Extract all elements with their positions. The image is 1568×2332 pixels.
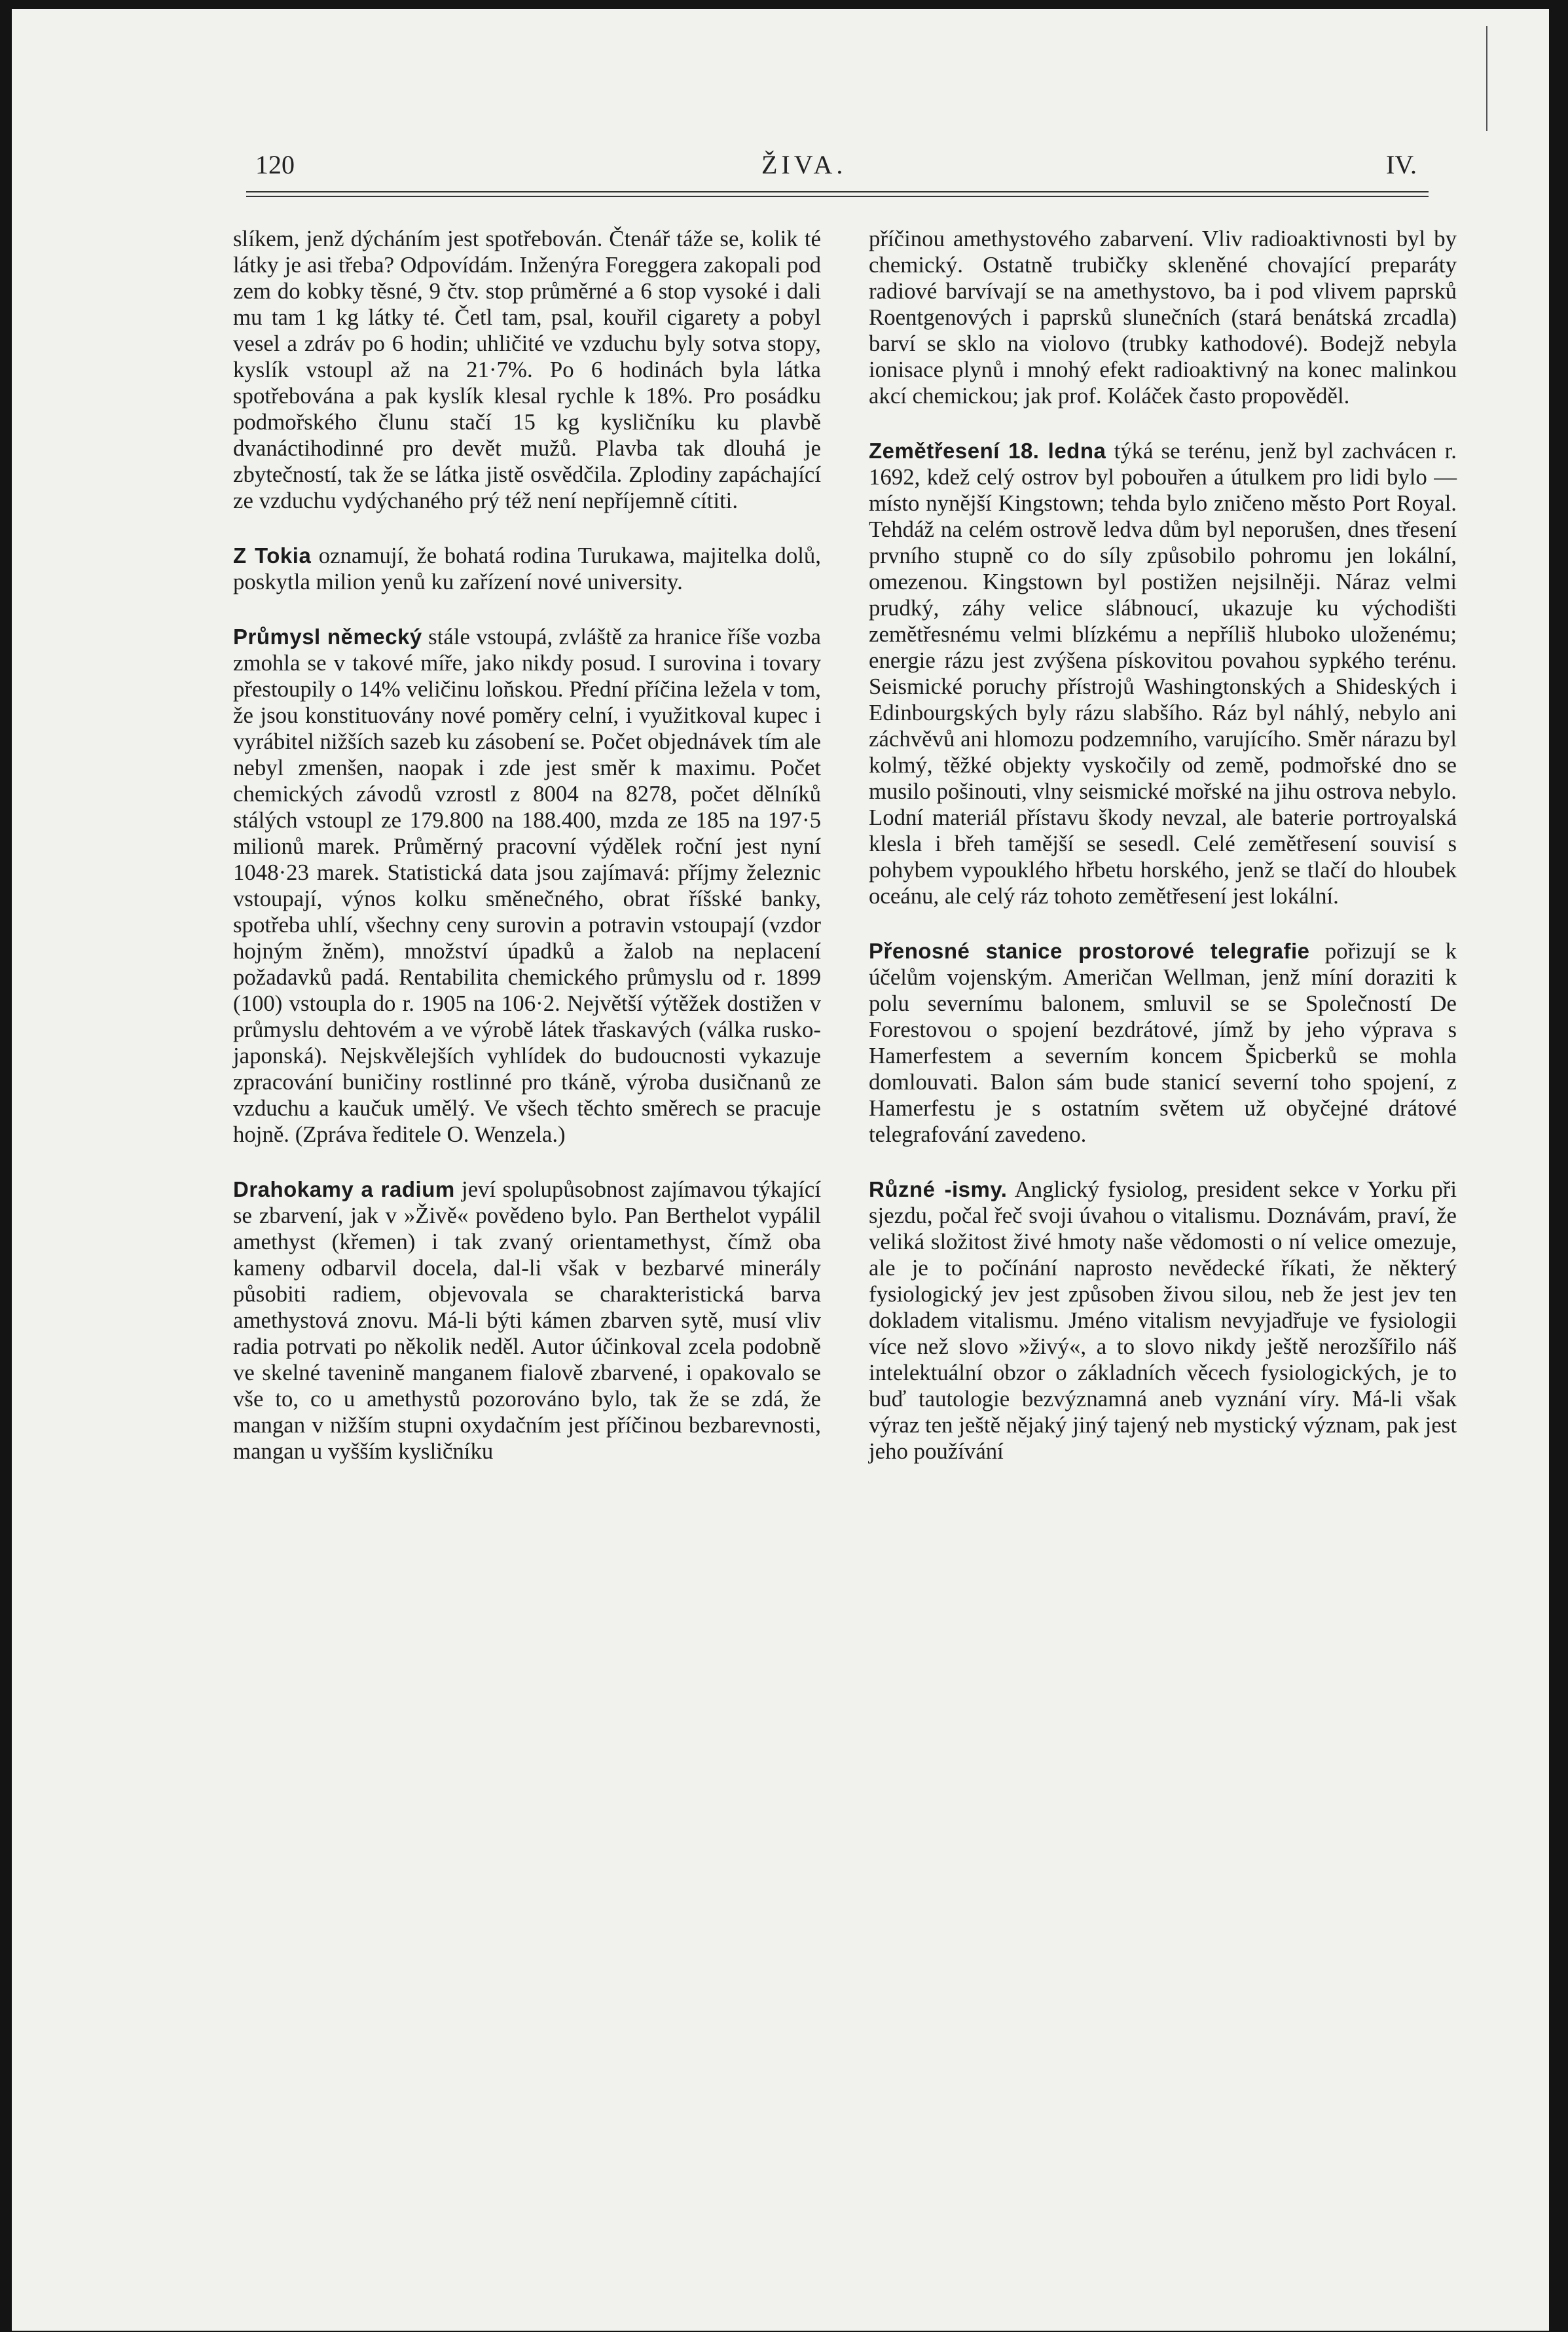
volume-number: IV. bbox=[1385, 150, 1417, 179]
heading-tokio: Z Tokia bbox=[233, 543, 312, 568]
text-drahokamy: jeví spolupůsobnost zajímavou týkající se zbarvení, jak v »Živě« povědeno bylo. Pan Berthelot vypálil amethyst (křemen) i tak zvaný orientamethyst, čímž oba kameny odbarvil docela, dal-li však v bezbarvé minerály působiti radiem, objevovala se charakteristická barva amethystová znovu. Má-li býti kámen zbarven sytě, musí vliv radia potrvati po několik neděl. Autor účinkoval zcela podobně ve skelné tavenině manganem fialově zbarvené, i opakovalo se vše to, co u amethystů pozorováno bylo, tak že se zdá, že mangan v nižším stupni oxydačním jest příčinou bezbarevnosti, mangan u vyšším kysličníku bbox=[233, 1176, 821, 1464]
paragraph-drahokamy bbox=[233, 1176, 821, 1465]
text-zemetreseni: týká se terénu, jenž byl zachvácen r. 1692, kdež celý ostrov byl pobouřen a útulkem pro lidi bylo — místo nynější Kingstown; tehda bylo zničeno město Port Royal. Tehdáž na celém ostrově ledva dům byl neporušen, dnes třesení prvního stupně co do síly způsobilo pohromu jen lokální, omezenou. Kingstown byl postižen nejsilněji. Náraz velmi prudký, záhy velice slábnoucí, ukazuje ku východišti zemětřesnému velmi blízkému a nepříliš hluboko uloženému; energie rázu jest zvýšena pískovitou povahou sypkého terénu. Seismické poruchy přístrojů Washingtonských a Shideských i Edinbourgských byly rázu slabšího. Ráz byl náhlý, nebylo ani záchvěvů ani hlomozu podzemního, varujícího. Směr nárazu byl kolmý, těžké objekty vyskočily od země, podmořské dno se musilo pošinouti, vlny seismické mořské na jihu ostrova nebylo. Lodní materiál přístavu škody nevzal, ale baterie portroyalská klesla i břeh tamější se sesedl. Celé zemětřesení souvisí s pohybem vypouklého hřbetu horského, jenž se tlačí do hloubek oceánu, ale celý ráz tohoto zemětřesení jest lokální. bbox=[869, 438, 1457, 909]
left-column bbox=[233, 226, 821, 1493]
paragraph-foregger: slíkem, jenž dýcháním jest spotřebován. Čtenář táže se, kolik té látky je asi třeba? Odpovídám. Inženýra Foreggera zakopali pod zem do kobky těsné, 9 čtv. stop průměrné a 6 stop vysoké i dali mu tam 1 kg látky té. Četl tam, psal, kouřil cigarety a pobyl vesel a zdráv po 6 hodin; uhličité ve vzduchu byly sotva stopy, kyslík vstoupl až na 21·7%. Po 6 hodinách byla látka spotřebována a pak kyslík klesal rychle k 18%. Pro posádku podmořského člunu stačí 15 kg kysličníku ku plavbě dvanáctihodinné pro devět mužů. Plavba tak dlouhá je zbytečností, tak že se látka jistě osvědčila. Zplodiny zapáchající ze vzduchu vydýchaného prý též není nepříjemně cítiti. bbox=[233, 226, 821, 513]
page-number: 120 bbox=[255, 150, 295, 179]
heading-prumysl: Průmysl německý bbox=[233, 625, 422, 649]
paragraph-ismy bbox=[869, 1176, 1457, 1465]
paragraph-tokio bbox=[233, 543, 821, 595]
scan-edge-mark bbox=[1467, 26, 1487, 131]
heading-ismy: Různé -ismy. bbox=[869, 1177, 1008, 1201]
text-stanice: pořizují se k účelům vojenským. Američan Wellman, jenž míní doraziti k polu severnímu balonem, smluvil se se Společností De Forestovou o spojení bezdrátové, jímž by jeho výprava s Hamerfestem a severním koncem Špicberků se mohla domlouvati. Balon sám bude stanicí severní toho spojení, z Hamerfestu je s ostatním světem už obyčejné drátové telegrafování zavedeno. bbox=[869, 938, 1457, 1147]
heading-drahokamy: Drahokamy a radium bbox=[233, 1177, 455, 1201]
heading-stanice: Přenosné stanice prostorové telegrafie bbox=[869, 939, 1310, 963]
heading-zemetreseni: Zemětřesení 18. ledna bbox=[869, 439, 1106, 463]
text-ismy: Anglický fysiolog, president sekce v Yorku při sjezdu, počal řeč svoji úvahou o vitalismu. Doznávám, praví, že veliká složitost živé hmoty naše vědomosti o ní velice omezuje, ale je to počínání naprosto nevědecké říkati, že některý fysiologický jev jest způsoben živou silou, neb že jest jev ten dokladem vitalismu. Jméno vitalism nevyjadřuje ve fysiologii více než slovo »živý«, a to slovo nikdy ještě nerozšířilo náš intelektuální obzor o základních věcech fysiologických, je to buď tautologie bezvýznamná aneb vyznání víry. Má-li však výraz ten ještě nějaký jiný tajený neb mystický význam, pak jest jeho používání bbox=[869, 1176, 1457, 1464]
paragraph-prumysl bbox=[233, 624, 821, 1148]
right-column bbox=[869, 226, 1457, 1493]
journal-title: ŽIVA. bbox=[761, 150, 847, 179]
header-double-rule bbox=[246, 191, 1429, 197]
text-tokio: oznamují, že bohatá rodina Turukawa, majitelka dolů, poskytla milion yenů ku zařízení nové university. bbox=[233, 543, 821, 594]
text-prumysl: stále vstoupá, zvláště za hranice říše vozba zmohla se v takové míře, jako nikdy posud. I surovina i tovary přestoupily o 14% veličinu loňskou. Přední příčina ležela v tom, že jsou konstituovány nové poměry celní, i využitkoval kupec i vyrábitel nižších sazeb ku zásobení se. Počet objednávek tím ale nebyl zmenšen, naopak i zde jest směr k maximu. Počet chemických závodů vzrostl z 8004 na 8278, počet dělníků stálých vstoupl ze 179.800 na 188.400, mzda ze 185 na 197·5 milionů marek. Průměrný pracovní výdělek roční jest nyní 1048·23 marek. Statistická data jsou zajímavá: příjmy železnic vstoupají, výnos kolku směnečného, obrat říšské banky, spotřeba uhlí, všechny ceny surovin a potravin vstoupají (vzdor hojným žněm), množství úpadků a žalob na neplacení požadavků padá. Rentabilita chemického průmyslu od r. 1899 (100) vstoupla do r. 1905 na 106·2. Největší výtěžek dostižen v průmyslu dehtovém a ve výrobě látek třaskavých (válka rusko-japonská). Nejskvělejších vyhlídek do budoucnosti vykazuje zpracování buničiny rostlinné pro tkáně, výroba dusičnanů ze vzduchu a kaučuk umělý. Ve všech těchto směrech se pracuje hojně. (Zpráva ředitele O. Wenzela.) bbox=[233, 624, 821, 1147]
paragraph-zemetreseni bbox=[869, 438, 1457, 909]
paragraph-radium-cont: příčinou amethystového zabarvení. Vliv radioaktivnosti byl by chemický. Ostatně trubičky skleněné chovající preparáty radiové barvívají se na amethystovo, ba i pod vlivem paprsků Roentgenových i paprsků slunečních (stará benátská zrcadla) barví se sklo na violovo (trubky kathodové). Bodejž nebyla ionisace plynů i mnohý efekt radioaktivný na konec malinkou akcí chemickou; jak prof. Koláček často propověděl. bbox=[869, 226, 1457, 409]
paragraph-stanice bbox=[869, 938, 1457, 1148]
running-head bbox=[246, 149, 1429, 189]
